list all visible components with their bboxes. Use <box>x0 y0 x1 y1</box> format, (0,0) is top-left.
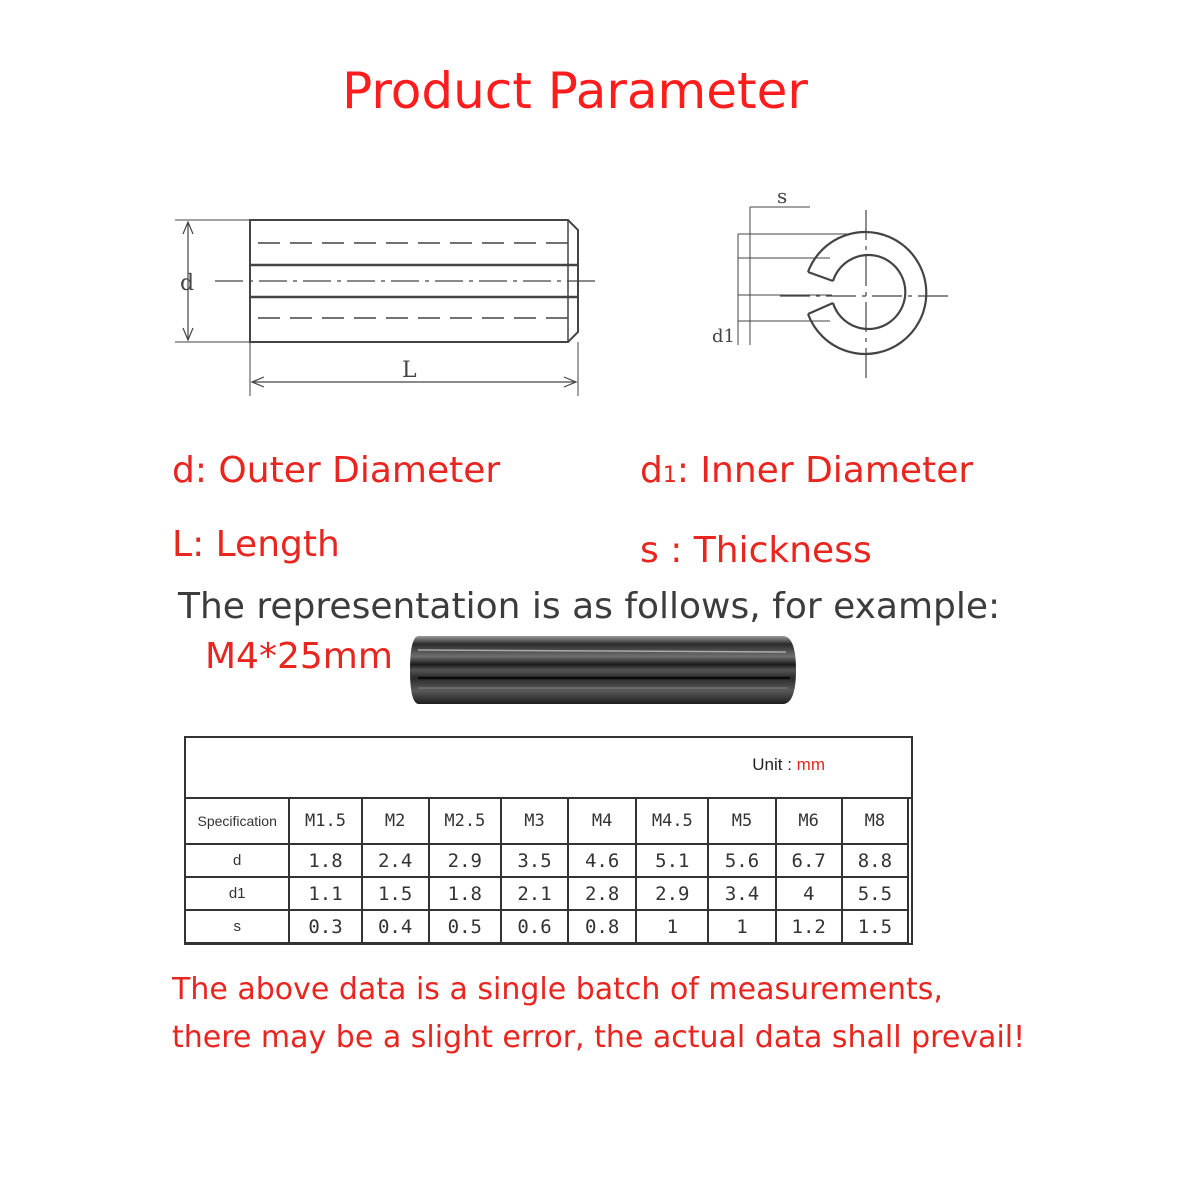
spring-pin-photo <box>410 636 796 704</box>
legend-inner-diameter: d1: Inner Diameter <box>640 450 974 491</box>
table-cell: 1 <box>636 910 708 943</box>
table-cell: 1.2 <box>776 910 842 943</box>
table-cell: 1.5 <box>362 877 429 910</box>
dimension-L-label: L <box>402 358 417 383</box>
table-cell: 3.5 <box>501 844 568 877</box>
column-header: M1.5 <box>289 798 361 844</box>
side-view-drawing <box>175 220 598 396</box>
table-cell: 5.1 <box>636 844 708 877</box>
table-row <box>185 877 908 910</box>
table-cell: 4 <box>776 877 842 910</box>
legend-length: L: Length <box>172 524 340 565</box>
spec-table <box>184 736 913 945</box>
table-cell: 0.8 <box>568 910 636 943</box>
table-cell: 8.8 <box>842 844 908 877</box>
header-label: Specification <box>185 798 289 844</box>
row-label: s <box>185 910 289 943</box>
column-header: M4.5 <box>636 798 708 844</box>
column-header: M2.5 <box>429 798 501 844</box>
example-intro: The representation is as follows, for example: <box>178 586 1001 627</box>
spec-grid <box>184 797 909 944</box>
table-cell: 4.6 <box>568 844 636 877</box>
legend-thickness: s : Thickness <box>640 530 872 571</box>
table-cell: 2.9 <box>429 844 501 877</box>
page-title: Product Parameter <box>342 62 808 120</box>
table-cell: 1.8 <box>289 844 361 877</box>
column-header: M3 <box>501 798 568 844</box>
legend-outer-diameter: d: Outer Diameter <box>172 450 501 491</box>
dimension-d1-label: d1 <box>712 326 735 347</box>
disclaimer-line-1: The above data is a single batch of measurements, <box>172 972 943 1007</box>
table-row <box>185 910 908 943</box>
end-view-drawing <box>738 207 948 380</box>
table-cell: 5.6 <box>708 844 775 877</box>
row-label: d <box>185 844 289 877</box>
table-cell: 1 <box>708 910 775 943</box>
table-cell: 5.5 <box>842 877 908 910</box>
column-header: M5 <box>708 798 775 844</box>
table-cell: 1.5 <box>842 910 908 943</box>
table-cell: 2.9 <box>636 877 708 910</box>
row-label: d1 <box>185 877 289 910</box>
table-cell: 6.7 <box>776 844 842 877</box>
table-cell: 2.4 <box>362 844 429 877</box>
table-cell: 0.6 <box>501 910 568 943</box>
table-cell: 2.1 <box>501 877 568 910</box>
dimension-d-label: d <box>180 271 195 296</box>
column-header: M8 <box>842 798 908 844</box>
unit-label: Unit : mm <box>752 755 825 774</box>
unit-row <box>186 738 911 799</box>
column-header: M4 <box>568 798 636 844</box>
disclaimer-line-2: there may be a slight error, the actual data shall prevail! <box>172 1020 1026 1055</box>
table-cell: 3.4 <box>708 877 775 910</box>
table-cell: 1.1 <box>289 877 361 910</box>
table-cell: 2.8 <box>568 877 636 910</box>
table-cell: 0.5 <box>429 910 501 943</box>
column-header: M6 <box>776 798 842 844</box>
example-spec: M4*25mm <box>205 636 393 677</box>
table-cell: 1.8 <box>429 877 501 910</box>
table-cell: 0.3 <box>289 910 361 943</box>
table-row <box>185 844 908 877</box>
column-header: M2 <box>362 798 429 844</box>
dimension-s-label: s <box>777 184 788 208</box>
table-header-row <box>185 798 908 844</box>
table-cell: 0.4 <box>362 910 429 943</box>
